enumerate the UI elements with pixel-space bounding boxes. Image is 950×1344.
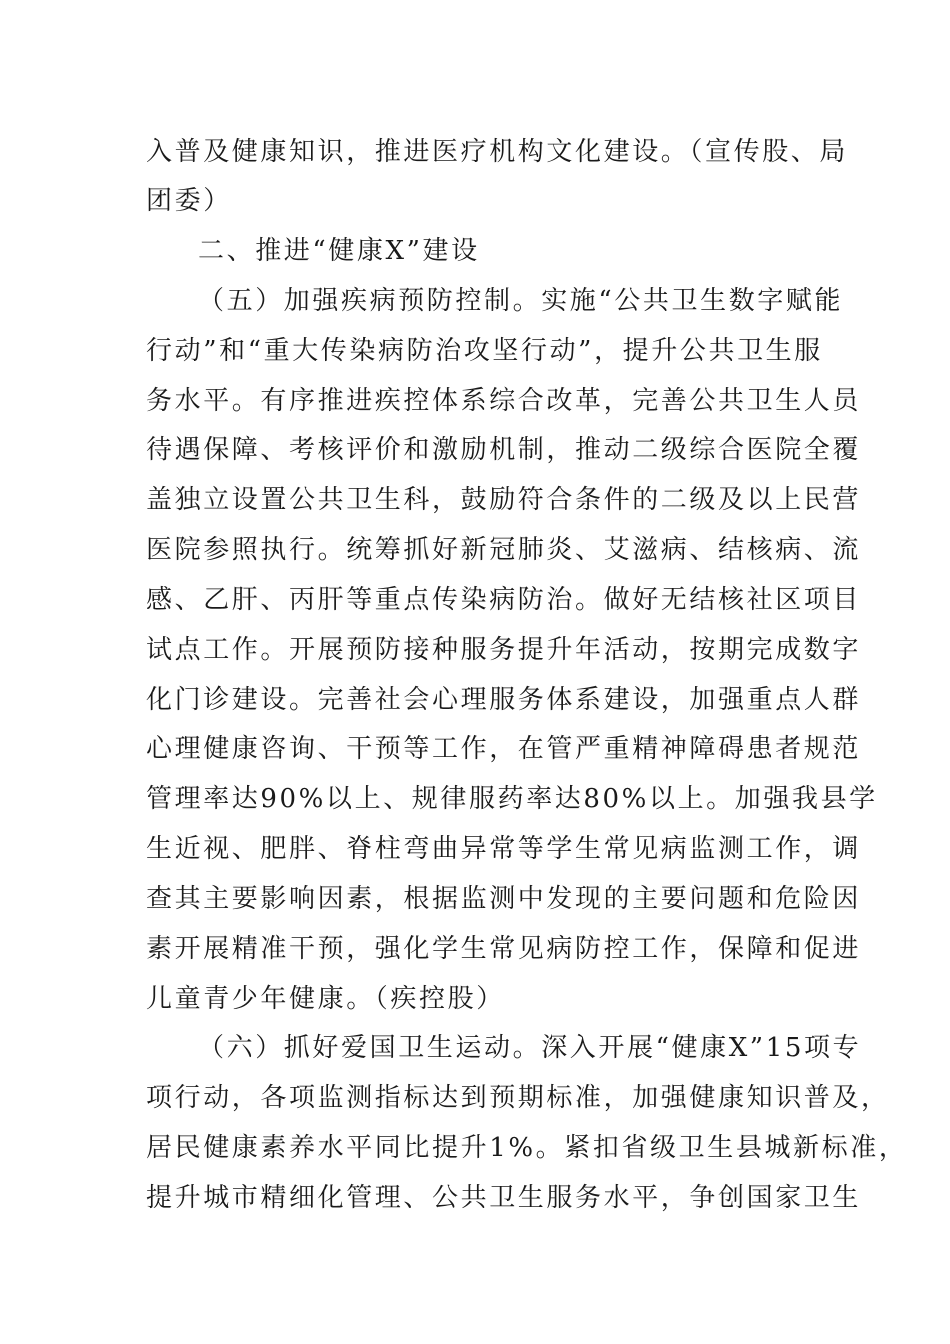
text-line: 务水平。有序推进疾控体系综合改革，完善公共卫生人员 bbox=[146, 386, 862, 416]
paragraph-start: （六）抓好爱国卫生运动。深入开展“健康X”15项专 bbox=[198, 1033, 862, 1063]
text-line: 感、乙肝、丙肝等重点传染病防治。做好无结核社区项目 bbox=[146, 585, 862, 615]
text-line: 提升城市精细化管理、公共卫生服务水平，争创国家卫生 bbox=[146, 1183, 862, 1213]
text-line: 管理率达90%以上、规律服药率达80%以上。加强我县学 bbox=[146, 784, 878, 814]
section-heading: 二、推进“健康X”建设 bbox=[198, 236, 480, 266]
text-line: 心理健康咨询、干预等工作，在管严重精神障碍患者规范 bbox=[146, 734, 862, 764]
text-line: 盖独立设置公共卫生科，鼓励符合条件的二级及以上民营 bbox=[146, 485, 862, 515]
text-line: 项行动，各项监测指标达到预期标准，加强健康知识普及， bbox=[146, 1083, 890, 1113]
text-line: 查其主要影响因素，根据监测中发现的主要问题和危险因 bbox=[146, 884, 862, 914]
text-line: 儿童青少年健康。（疾控股） bbox=[146, 984, 505, 1014]
paragraph-start: （五）加强疾病预防控制。实施“公共卫生数字赋能 bbox=[198, 286, 844, 316]
text-line: 团委） bbox=[146, 186, 232, 216]
text-line: 试点工作。开展预防接种服务提升年活动，按期完成数字 bbox=[146, 635, 862, 665]
text-line: 素开展精准干预，强化学生常见病防控工作，保障和促进 bbox=[146, 934, 862, 964]
text-line: 居民健康素养水平同比提升1%。紧扣省级卫生县城新标准， bbox=[146, 1133, 908, 1163]
text-line: 生近视、肥胖、脊柱弯曲异常等学生常见病监测工作，调 bbox=[146, 834, 862, 864]
text-line: 行动”和“重大传染病防治攻坚行动”，提升公共卫生服 bbox=[146, 336, 823, 366]
text-line: 待遇保障、考核评价和激励机制，推动二级综合医院全覆 bbox=[146, 435, 862, 465]
text-line: 化门诊建设。完善社会心理服务体系建设，加强重点人群 bbox=[146, 685, 862, 715]
text-line: 入普及健康知识，推进医疗机构文化建设。（宣传股、局 bbox=[146, 137, 849, 167]
text-line: 医院参照执行。统筹抓好新冠肺炎、艾滋病、结核病、流 bbox=[146, 535, 862, 565]
